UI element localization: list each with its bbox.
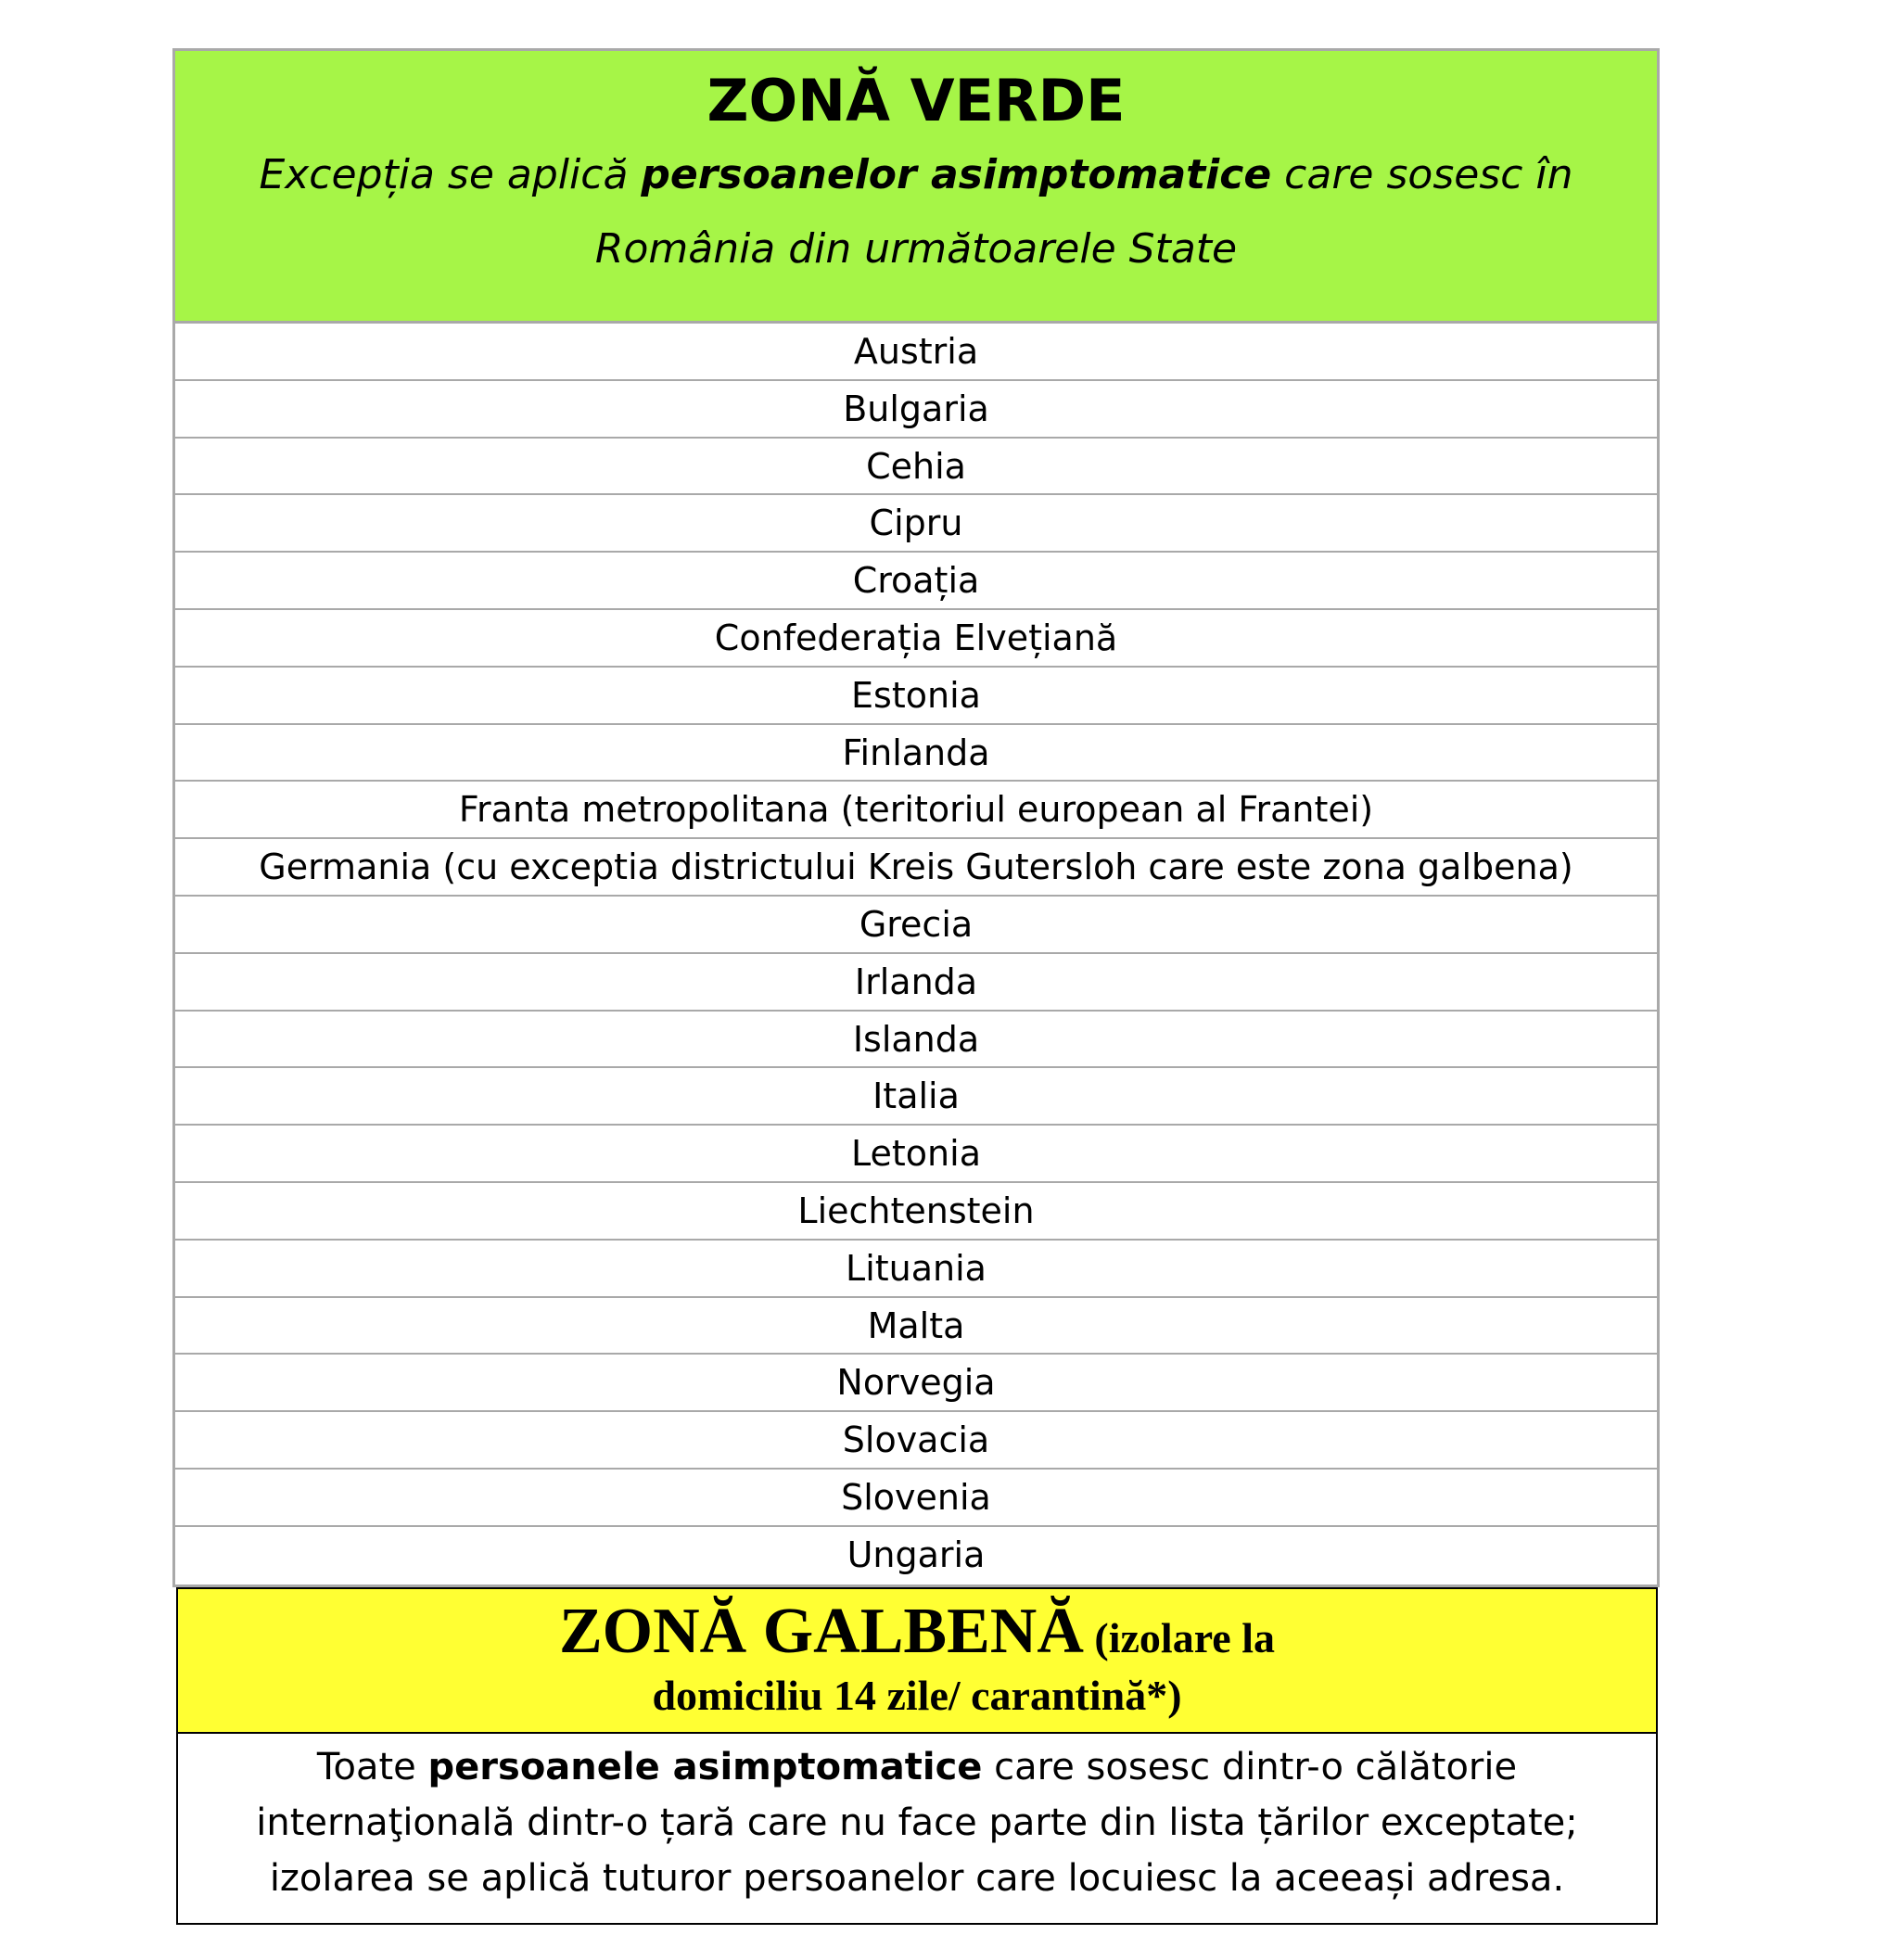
country-row: Finlanda (175, 725, 1657, 783)
country-row: Letonia (175, 1126, 1657, 1183)
country-row: Slovacia (175, 1412, 1657, 1470)
yellow-zone-title-line1 (178, 1595, 1656, 1669)
country-row: Ungaria (847, 1534, 986, 1575)
country-row: Malta (175, 1298, 1657, 1355)
green-zone-title: ZONĂ VERDE (707, 67, 1126, 134)
country-row: Cipru (175, 495, 1657, 553)
yellow-zone-title-line2: domiciliu 14 zile/ carantină*) (652, 1672, 1182, 1719)
yellow-zone-title: ZONĂ GALBENĂ (558, 1596, 1084, 1667)
country-row: Italia (175, 1068, 1657, 1126)
yellow-zone-description (178, 1734, 1656, 1923)
country-row: Norvegia (175, 1355, 1657, 1412)
yellow-zone-box (176, 1587, 1658, 1925)
country-row: Franta metropolitana (teritoriul european al Frantei) (175, 782, 1657, 839)
green-zone-subtitle-part1: Excepția se aplică (259, 151, 642, 198)
yellow-zone-title-suffix: (izolare la (1083, 1614, 1275, 1661)
country-row: Estonia (175, 668, 1657, 725)
green-zone-table (172, 48, 1660, 1587)
country-row: Germania (cu exceptia districtului Kreis Gutersloh care este zona galbena) (175, 839, 1657, 897)
yellow-zone-body-part2: care sosesc dintr-o călătorie internaţională dintr-o țară care nu face parte din lista țărilor exceptate; izolarea se aplică tuturor persoanelor care locuiesc la aceeași adresa. (256, 1746, 1578, 1900)
country-row: Irlanda (175, 954, 1657, 1012)
green-zone-header (175, 51, 1657, 324)
green-zone-subtitle-bold: persoanelor asimptomatice (641, 151, 1272, 198)
country-row: Slovenia (175, 1470, 1657, 1527)
green-zone-subtitle (175, 138, 1657, 286)
yellow-zone-header (178, 1589, 1656, 1734)
country-row: Croația (175, 553, 1657, 610)
country-row: Bulgaria (175, 381, 1657, 439)
country-row: Islanda (175, 1012, 1657, 1069)
yellow-zone-body-part1: Toate (316, 1746, 428, 1788)
country-row: Liechtenstein (175, 1183, 1657, 1241)
yellow-zone-body-bold: persoanele asimptomatice (427, 1746, 983, 1788)
country-row: Grecia (175, 897, 1657, 954)
country-row: Lituania (175, 1241, 1657, 1298)
country-row: Austria (175, 324, 1657, 381)
green-zone-subtitle-part2: care sosesc în România din următoarele State (594, 151, 1573, 273)
country-row: Cehia (175, 439, 1657, 496)
country-row: Confederația Elvețiană (175, 610, 1657, 668)
country-list (175, 324, 1657, 1585)
